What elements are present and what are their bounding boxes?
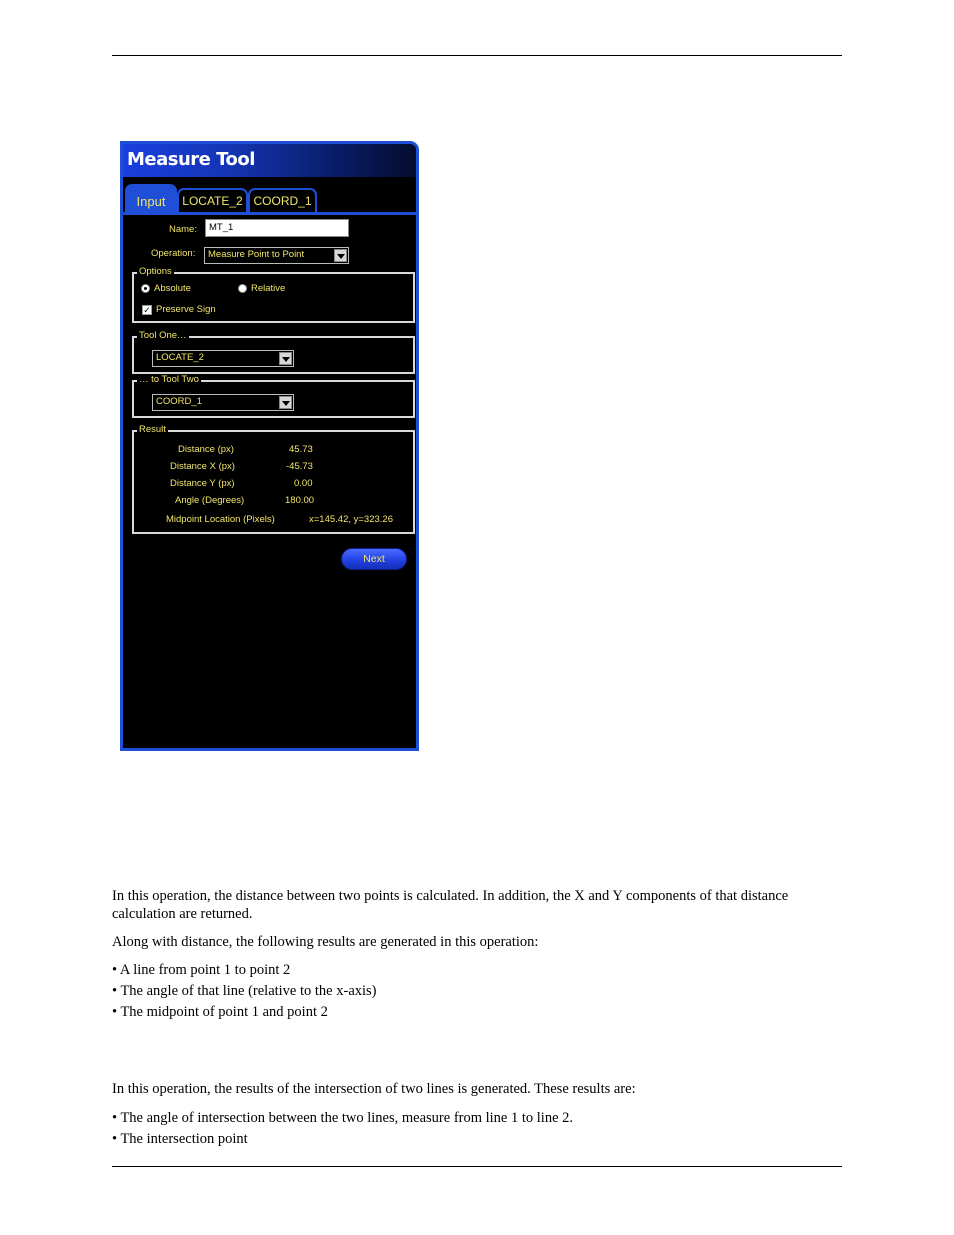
result-distance-x-value: -45.73 xyxy=(286,461,313,472)
header-rule xyxy=(112,55,842,56)
paragraph-point-to-point: In this operation, the distance between two points is calculated. In addition, the X and Y components of that distance calculation are returned. xyxy=(112,888,789,922)
tool-one-value: LOCATE_2 xyxy=(156,352,204,363)
title-bar xyxy=(123,144,416,177)
tab-input[interactable]: Input xyxy=(125,184,177,214)
measure-tool-window xyxy=(120,141,419,751)
options-group xyxy=(132,266,415,323)
tool-one-select[interactable] xyxy=(152,350,294,367)
relative-label: Relative xyxy=(251,283,286,294)
tool-one-group xyxy=(132,330,415,374)
tool-one-legend: Tool One… xyxy=(139,330,187,341)
name-label: Name: xyxy=(169,224,197,235)
relative-radio[interactable] xyxy=(238,284,247,293)
paragraph-line-intersection: In this operation, the results of the intersection of two lines is generated. These results are: xyxy=(112,1081,636,1097)
result-distance-x-label: Distance X (px) xyxy=(170,461,235,472)
tool-two-group xyxy=(132,374,415,418)
list-item: • A line from point 1 to point 2 xyxy=(112,962,291,978)
name-input[interactable]: MT_1 xyxy=(205,219,349,237)
operation-label: Operation: xyxy=(151,248,196,259)
result-angle-value: 180.00 xyxy=(285,495,315,506)
tab-coord-1[interactable]: COORD_1 xyxy=(248,188,317,214)
result-group xyxy=(132,424,415,534)
result-distance-y-value: 0.00 xyxy=(294,478,313,489)
result-midpoint-label: Midpoint Location (Pixels) xyxy=(166,514,275,525)
chevron-down-icon[interactable] xyxy=(334,249,347,262)
chevron-down-icon[interactable] xyxy=(279,352,292,365)
next-button[interactable]: Next xyxy=(341,548,407,570)
tool-two-select[interactable] xyxy=(152,394,294,411)
list-item: • The intersection point xyxy=(112,1131,248,1147)
options-legend: Options xyxy=(139,266,172,277)
footer-rule xyxy=(112,1166,842,1167)
result-angle-label: Angle (Degrees) xyxy=(175,495,245,506)
list-item: • The angle of intersection between the two lines, measure from line 1 to line 2. xyxy=(112,1110,574,1126)
tab-locate-2[interactable]: LOCATE_2 xyxy=(177,188,248,214)
paragraph-results-intro: Along with distance, the following results are generated in this operation: xyxy=(112,934,539,950)
tool-two-legend: … to Tool Two xyxy=(139,374,199,385)
absolute-radio[interactable] xyxy=(141,284,150,293)
absolute-label: Absolute xyxy=(154,283,191,294)
preserve-sign-checkbox[interactable]: ✓ xyxy=(143,305,151,315)
window-title: Measure Tool xyxy=(127,149,255,170)
chevron-down-icon[interactable] xyxy=(279,396,292,409)
operation-value: Measure Point to Point xyxy=(208,249,305,260)
list-item: • The midpoint of point 1 and point 2 xyxy=(112,1004,328,1020)
result-distance-label: Distance (px) xyxy=(178,444,234,455)
result-legend: Result xyxy=(139,424,166,435)
result-midpoint-value: x=145.42, y=323.26 xyxy=(309,514,393,525)
tool-two-value: COORD_1 xyxy=(156,396,202,407)
operation-select[interactable] xyxy=(204,247,349,264)
result-distance-value: 45.73 xyxy=(289,444,313,455)
result-distance-y-label: Distance Y (px) xyxy=(170,478,235,489)
list-item: • The angle of that line (relative to the x-axis) xyxy=(112,983,377,999)
preserve-sign-label: Preserve Sign xyxy=(156,304,216,315)
